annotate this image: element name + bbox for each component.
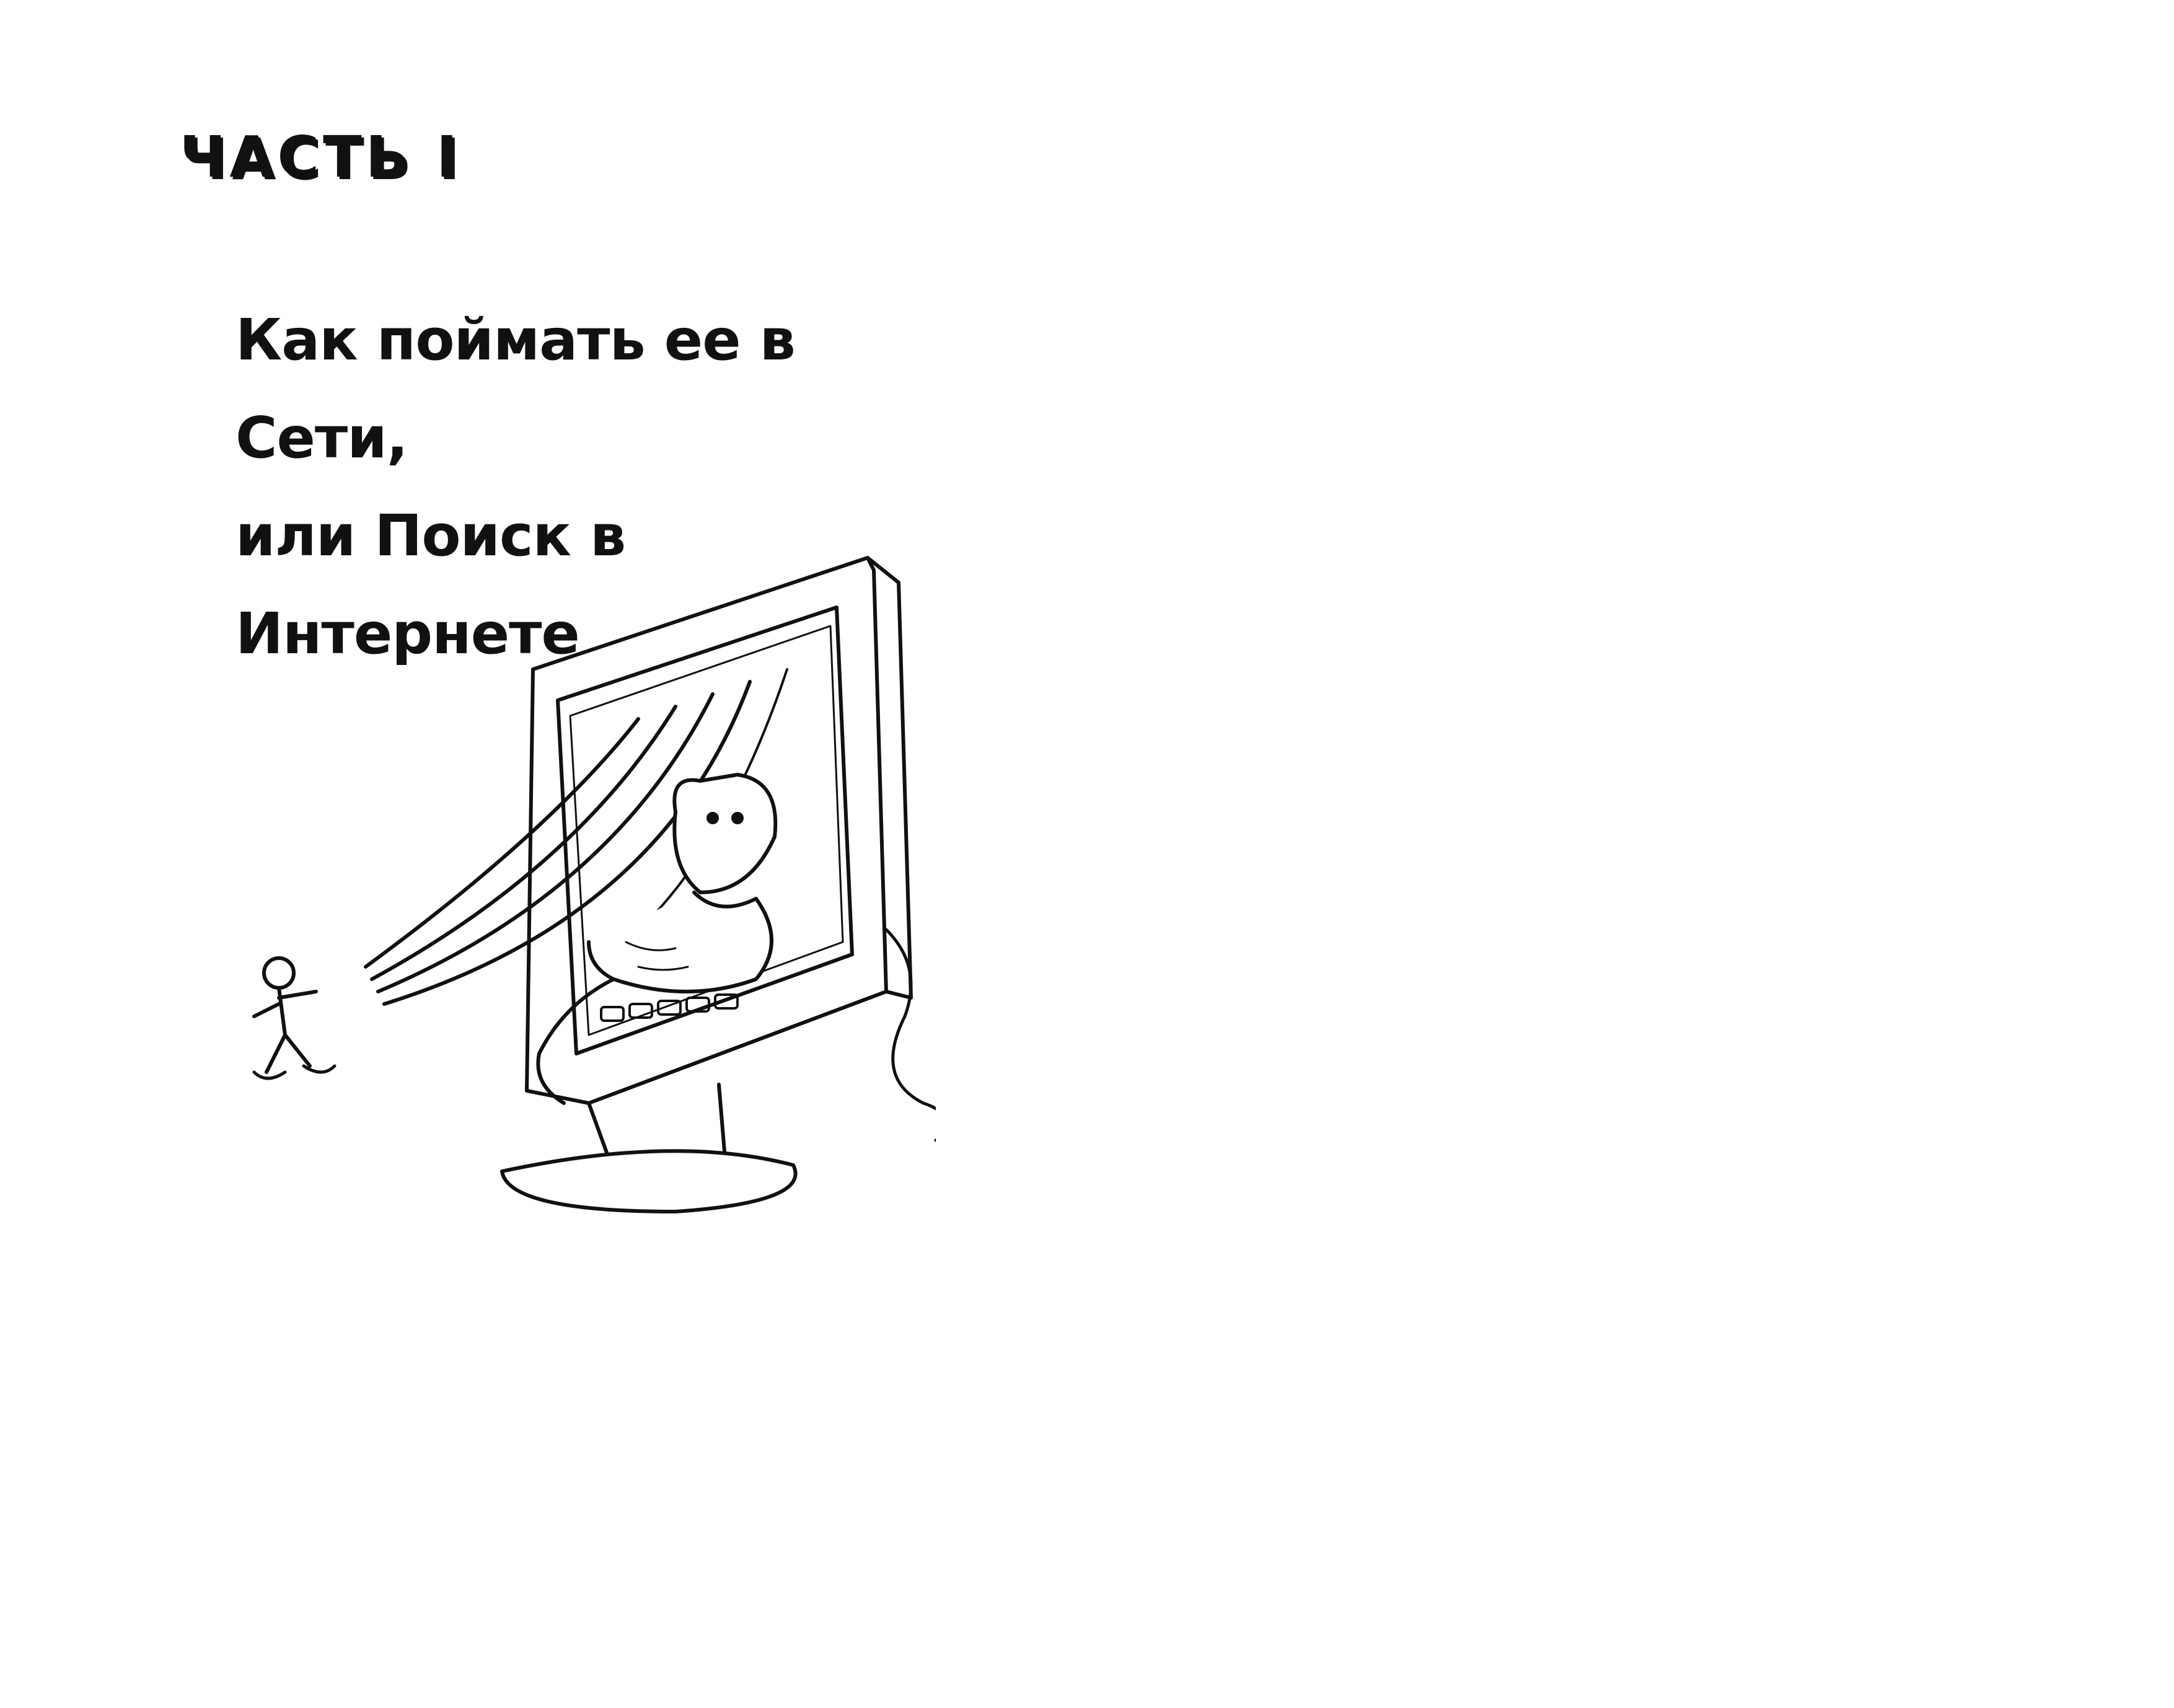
part-title-line-1: Как поймать ее в Сети, <box>235 307 795 471</box>
monitor-mermaid-illustration <box>242 545 936 1215</box>
part-title-line-2: или Поиск в Интернете <box>235 503 626 667</box>
part-label: ЧАСТЬ I <box>180 124 462 190</box>
right-page <box>1087 0 2174 1708</box>
